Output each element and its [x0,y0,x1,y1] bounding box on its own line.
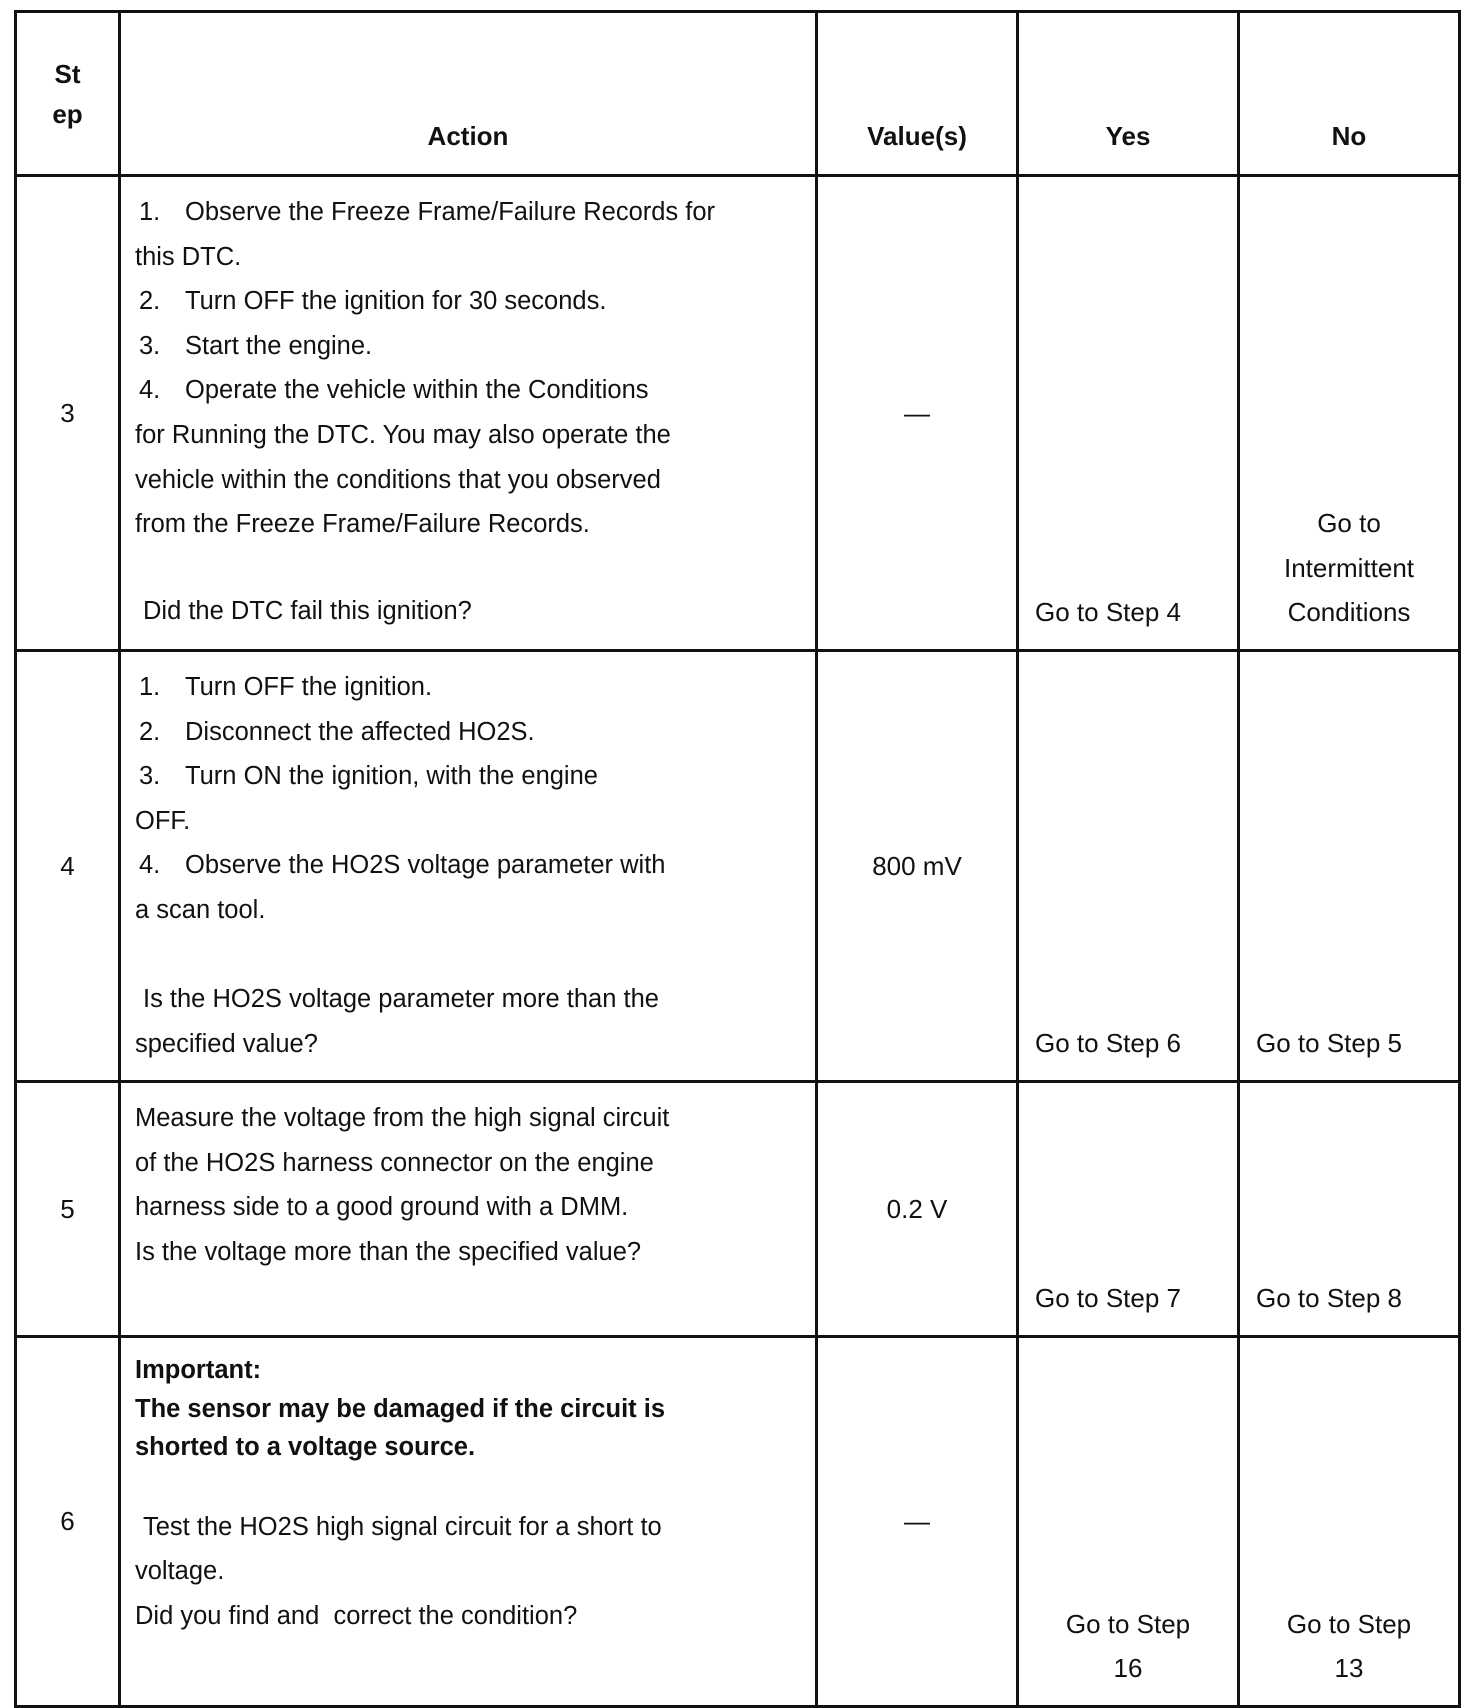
table-row [16,176,1460,651]
header-yes: Yes [1018,12,1239,176]
action-line: OFF. [135,806,191,835]
action-cell [120,1082,817,1337]
no-cell: Go to Step 5 [1239,651,1460,1082]
table-row [16,1082,1460,1337]
action-line: 3. Start the engine. [139,331,373,360]
action-question: Is the voltage more than the specified value? [135,1237,642,1266]
action-line: 1. Turn OFF the ignition. [139,673,433,701]
no-cell: Go to Intermittent Conditions [1239,176,1460,651]
action-line: 4. Observe the HO2S voltage parameter with [139,851,666,880]
action-line: harness side to a good ground with a DMM. [135,1193,629,1222]
action-cell [120,176,817,651]
action-cell [120,651,817,1082]
action-question: Did you find and correct the condition? [135,1601,578,1630]
header-step [16,12,120,176]
table-row [16,1337,1460,1707]
header-values: Value(s) [817,12,1018,176]
action-line: 2. Disconnect the affected HO2S. [139,717,535,746]
yes-cell: Go to Step 6 [1018,651,1239,1082]
value-cell: — [817,1337,1018,1707]
no-cell: Go to Step 8 [1239,1082,1460,1337]
action-line: Measure the voltage from the high signal circuit [135,1104,670,1132]
header-step-line2: ep [52,98,83,129]
action-line: Test the HO2S high signal circuit for a short to [143,1512,662,1541]
value-cell: — [817,176,1018,651]
action-line: a scan tool. [135,895,266,924]
action-line: 4. Operate the vehicle within the Conditions [139,376,649,405]
step-number: 6 [16,1337,120,1707]
step-number: 5 [16,1082,120,1337]
yes-cell: Go to Step 4 [1018,176,1239,651]
value-cell: 800 mV [817,651,1018,1082]
important-note: The sensor may be damaged if the circuit is [135,1394,665,1423]
action-line: for Running the DTC. You may also operate the [135,420,671,449]
yes-cell: Go to Step 16 [1018,1337,1239,1707]
important-note: shorted to a voltage source. [135,1433,476,1461]
action-line: 2. Turn OFF the ignition for 30 seconds. [139,287,607,316]
action-question: specified value? [135,1029,318,1058]
action-line: voltage. [135,1557,225,1586]
action-line: of the HO2S harness connector on the engine [135,1148,654,1177]
step-number: 3 [16,176,120,651]
step-number: 4 [16,651,120,1082]
no-cell: Go to Step 13 [1239,1337,1460,1707]
diagnostic-table [14,10,1461,1708]
header-no: No [1239,12,1460,176]
important-note: Important: [135,1356,262,1384]
action-cell [120,1337,817,1707]
yes-cell: Go to Step 7 [1018,1082,1239,1337]
action-question: Did the DTC fail this ignition? [143,596,472,625]
action-line: 3. Turn ON the ignition, with the engine [139,762,598,791]
action-line: 1. Observe the Freeze Frame/Failure Records for [139,198,716,226]
action-line: this DTC. [135,242,242,271]
table-row [16,651,1460,1082]
action-line: vehicle within the conditions that you observed [135,465,661,494]
action-line: from the Freeze Frame/Failure Records. [135,510,590,539]
table-header-row [16,12,1460,176]
action-question: Is the HO2S voltage parameter more than the [143,985,659,1014]
header-action: Action [120,12,817,176]
header-step-line1: St [54,58,81,89]
value-cell: 0.2 V [817,1082,1018,1337]
